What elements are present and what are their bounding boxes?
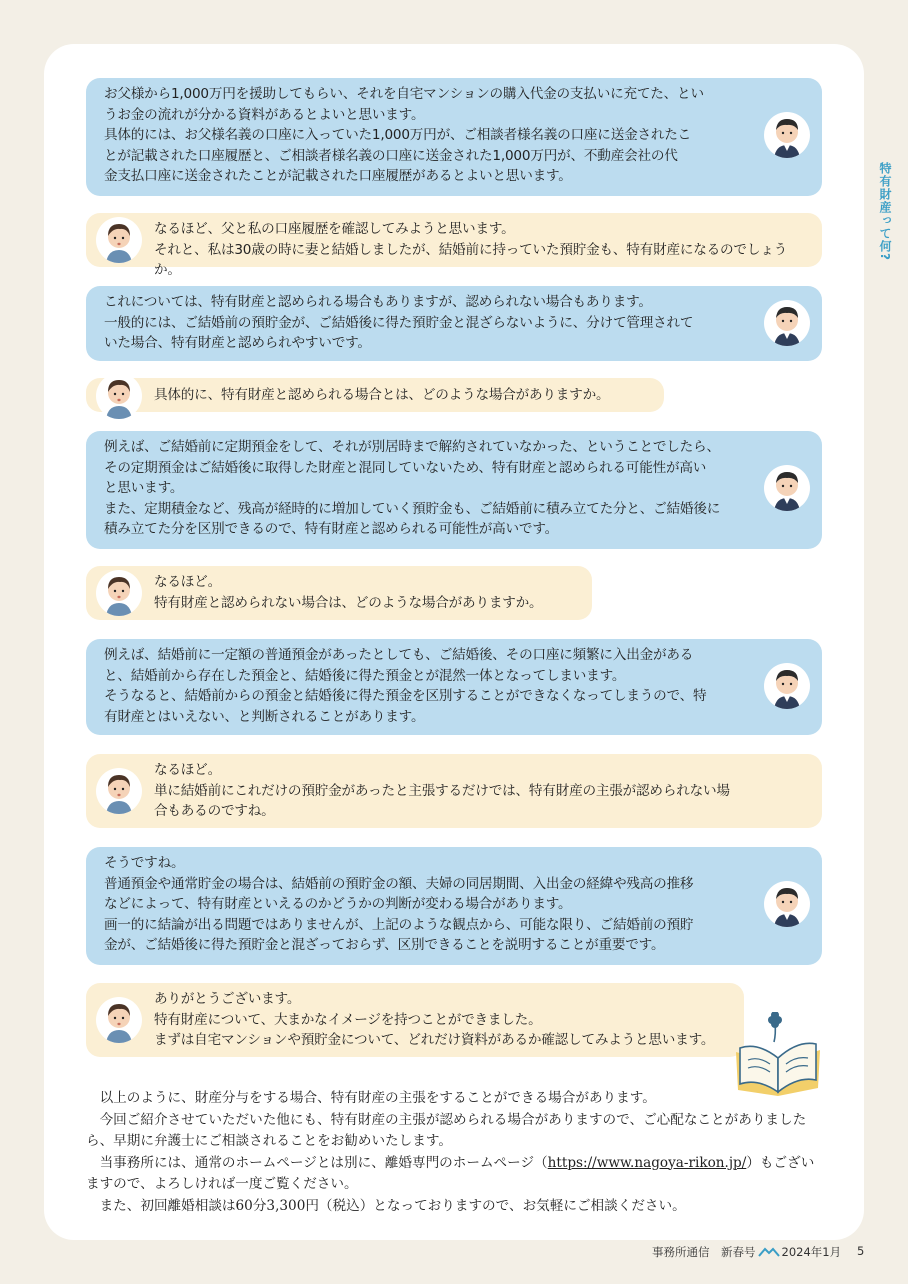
bubble-text: これについては、特有財産と認められる場合もありますが、認められない場合もあります。 一般的には、ご結婚前の預貯金が、ご結婚後に得た預貯金と混ざらないように、分けて管理されて いた場合、特有財産と認められやすいです。 bbox=[104, 294, 694, 351]
client-avatar-icon bbox=[96, 373, 142, 419]
footer-issue bbox=[652, 1244, 841, 1260]
lawyer-bubble-4 bbox=[86, 639, 822, 735]
bubble-text: なるほど、父と私の口座履歴を確認してみようと思います。 それと、私は30歳の時に妻と結婚しましたが、結婚前に持っていた預貯金も、特有財産になるのでしょうか。 bbox=[154, 221, 788, 278]
bubble-text: なるほど。 単に結婚前にこれだけの預貯金があったと主張するだけでは、特有財産の主張が認められない場 合もあるのですね。 bbox=[154, 762, 730, 819]
client-avatar-icon bbox=[96, 768, 142, 814]
closing-p3-before: 当事務所には、通常のホームページとは別に、離婚専門のホームページ（ bbox=[99, 1154, 548, 1171]
lawyer-avatar-icon bbox=[764, 663, 810, 709]
lawyer-bubble-3 bbox=[86, 431, 822, 549]
client-avatar-icon bbox=[96, 997, 142, 1043]
office-logo-icon bbox=[758, 1247, 780, 1257]
client-avatar-icon bbox=[96, 217, 142, 263]
lawyer-bubble-2 bbox=[86, 286, 822, 361]
lawyer-bubble-1 bbox=[86, 78, 822, 196]
bubble-text: 例えば、ご結婚前に定期預金をして、それが別居時まで解約されていなかった、ということでしたら、 その定期預金はご結婚後に取得した財産と混同していないため、特有財産と認められる可能性が高い と思います。 また、定期積金など、残高が経時的に増加していく預貯金も、ご結婚前に積み立てた分と、ご結婚後に 積み立てた分を区別できるので、特有財産と認められる可能性が高いです。 bbox=[104, 439, 721, 537]
closing-paragraph-1: 以上のように、財産分与をする場合、特有財産の主張をすることができる場合があります。 bbox=[99, 1090, 656, 1106]
open-book-icon bbox=[730, 1012, 826, 1096]
lawyer-bubble-5 bbox=[86, 847, 822, 965]
bubble-text: なるほど。 特有財産と認められない場合は、どのような場合がありますか。 bbox=[154, 574, 543, 611]
lawyer-avatar-icon bbox=[764, 300, 810, 346]
client-bubble-2 bbox=[86, 378, 664, 412]
closing-paragraph-3 bbox=[86, 1153, 826, 1196]
bubble-text: 具体的に、特有財産と認められる場合とは、どのような場合がありますか。 bbox=[154, 387, 610, 403]
page-footer bbox=[0, 1244, 908, 1264]
divorce-homepage-link[interactable]: https://www.nagoya-rikon.jp/ bbox=[547, 1154, 747, 1171]
footer-issue-label: 事務所通信 新春号 bbox=[652, 1245, 756, 1259]
lawyer-avatar-icon bbox=[764, 112, 810, 158]
client-bubble-5 bbox=[86, 983, 744, 1057]
bubble-text: ありがとうございます。 特有財産について、大まかなイメージを持つことができました。 まずは自宅マンションや預貯金について、どれだけ資料があるか確認してみようと思います。 bbox=[154, 991, 715, 1048]
footer-date: 2024年1月 bbox=[781, 1245, 842, 1259]
client-bubble-4 bbox=[86, 754, 822, 828]
bubble-text: お父様から1,000万円を援助してもらい、それを自宅マンションの購入代金の支払いに充てた、とい うお金の流れが分かる資料があるとよいと思います。 具体的には、お父様名義の口座に入っていた1,000万円が、ご相談者様名義の口座に送金されたこ とが記載された口座履歴と、ご相談者様名義の口座に送金された1,000万円が、不動産会社の代 金支払口座に送金されたことが記載された口座履歴があるとよいと思います。 bbox=[104, 86, 704, 184]
page-number: 5 bbox=[857, 1244, 865, 1258]
side-section-label: 特有財産って何? bbox=[878, 162, 892, 261]
closing-p3-after: ）もございますので、よろしければ一度ご覧ください。 bbox=[86, 1154, 815, 1192]
client-avatar-icon bbox=[96, 570, 142, 616]
bubble-text: 例えば、結婚前に一定額の普通預金があったとしても、ご結婚後、その口座に頻繁に入出金がある と、結婚前から存在した預金と、結婚後に得た預金とが混然一体となってしまいます。 そうなると、結婚前からの預金と結婚後に得た預金を区別することができなくなってしまうので、特 有財産とはいえない、と判断されることがあります。 bbox=[104, 647, 707, 725]
lawyer-avatar-icon bbox=[764, 881, 810, 927]
closing-paragraph-2: 今回ご紹介させていただいた他にも、特有財産の主張が認められる場合がありますので、ご心配なことがありましたら、早期に弁護士にご相談されることをお勧めいたします。 bbox=[86, 1111, 807, 1149]
client-bubble-1 bbox=[86, 213, 822, 278]
closing-text bbox=[86, 1088, 826, 1217]
bubble-text: そうですね。 普通預金や通常貯金の場合は、結婚前の預貯金の額、夫婦の同居期間、入出金の経緯や残高の推移 などによって、特有財産といえるのかどうかの判断が変わる場合があります。 画一的に結論が出る問題ではありませんが、上記のような観点から、可能な限り、ご結婚前の預貯 金が、ご結婚後に得た預貯金と混ざっておらず、区別できることを説明することが重要です。 bbox=[104, 855, 694, 953]
closing-paragraph-4: また、初回離婚相談は60分3,300円（税込）となっておりますので、お気軽にご相談ください。 bbox=[99, 1197, 686, 1214]
client-bubble-3 bbox=[86, 566, 592, 620]
lawyer-avatar-icon bbox=[764, 465, 810, 511]
